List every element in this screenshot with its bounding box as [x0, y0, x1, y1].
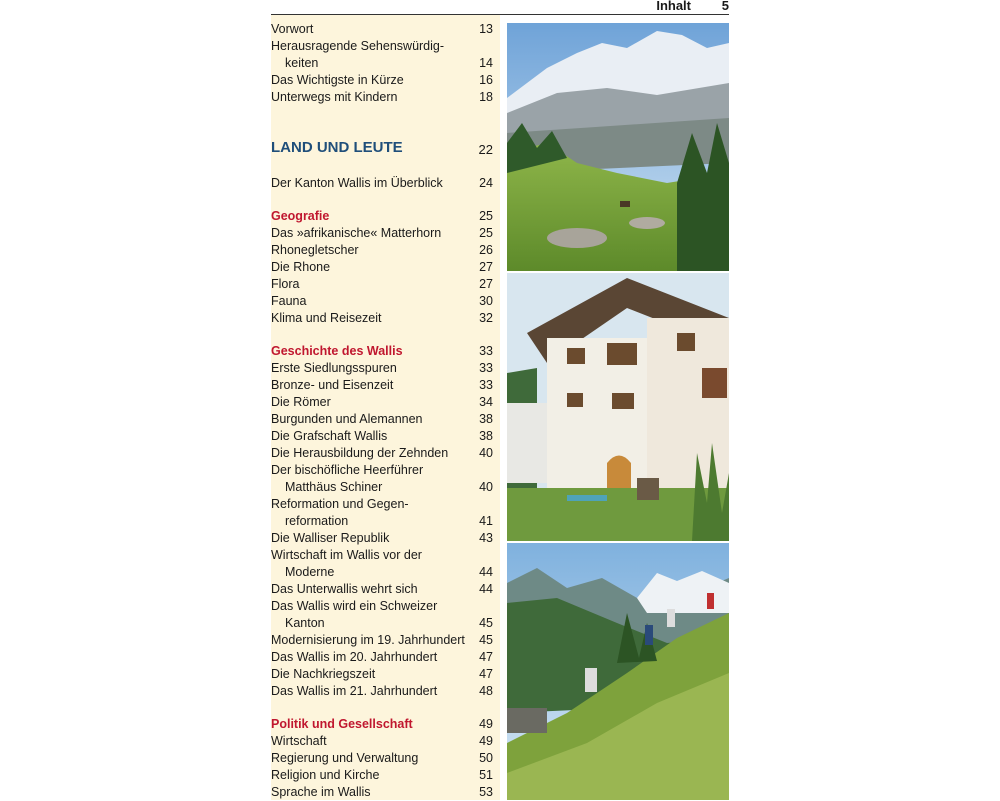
toc-title: Kanton — [285, 616, 325, 630]
toc-page-number: 47 — [479, 667, 493, 681]
toc-chapter — [271, 139, 493, 159]
toc-title: Modernisierung im 19. Jahrhundert — [271, 633, 465, 647]
toc-title: Religion und Kirche — [271, 768, 380, 782]
photo-old-house — [507, 273, 729, 541]
toc-page-number: 49 — [479, 717, 493, 731]
toc-page-number: 26 — [479, 243, 493, 257]
toc-title: Die Römer — [271, 395, 331, 409]
toc-title: Erste Siedlungsspuren — [271, 361, 397, 375]
toc-title: Vorwort — [271, 22, 314, 36]
toc-page-number: 24 — [479, 176, 493, 190]
toc-title: Die Nachkriegszeit — [271, 667, 376, 681]
toc-page-number: 48 — [479, 684, 493, 698]
toc-page-number: 33 — [479, 361, 493, 375]
toc-page-number: 22 — [478, 142, 493, 157]
toc-title: Flora — [271, 277, 300, 291]
toc-page-number: 13 — [479, 22, 493, 36]
toc-page-number: 16 — [479, 73, 493, 87]
toc-title: keiten — [285, 56, 319, 70]
toc-title: Wirtschaft im Wallis vor der — [271, 548, 422, 562]
toc-title: Die Herausbildung der Zehnden — [271, 446, 449, 460]
photo-mountain-meadow — [507, 23, 729, 271]
toc-page-number: 53 — [479, 785, 493, 799]
toc-title: Wirtschaft — [271, 734, 327, 748]
toc-title: Unterwegs mit Kindern — [271, 90, 398, 104]
toc-title: Der bischöfliche Heerführer — [271, 463, 424, 477]
toc-page-number: 27 — [479, 260, 493, 274]
toc-page-number: 33 — [479, 344, 493, 358]
header-section-title: Inhalt — [656, 0, 691, 13]
toc-page-number: 25 — [479, 209, 493, 223]
toc-title: Geschichte des Wallis — [271, 344, 403, 358]
toc-title: Das Wallis im 20. Jahrhundert — [271, 650, 438, 664]
toc-page-number: 51 — [479, 768, 493, 782]
toc-title: Das Wallis im 21. Jahrhundert — [271, 684, 438, 698]
toc-title: Politik und Gesellschaft — [271, 717, 413, 731]
toc-page-number: 30 — [479, 294, 493, 308]
toc-title: Das »afrikanische« Matterhorn — [271, 226, 442, 240]
toc-title: Das Unterwallis wehrt sich — [271, 582, 418, 596]
toc-title: Die Grafschaft Wallis — [271, 429, 388, 443]
running-header — [271, 0, 729, 15]
toc-title: Reformation und Gegen- — [271, 497, 409, 511]
toc-title: LAND UND LEUTE — [271, 139, 403, 156]
toc-title: Herausragende Sehenswürdig- — [271, 39, 445, 53]
toc-page-number: 27 — [479, 277, 493, 291]
toc-page-number: 50 — [479, 751, 493, 765]
toc-title: Der Kanton Wallis im Überblick — [271, 176, 443, 190]
toc-page-number: 43 — [479, 531, 493, 545]
toc-title: Rhonegletscher — [271, 243, 359, 257]
toc-page-number: 25 — [479, 226, 493, 240]
toc-page-number: 49 — [479, 734, 493, 748]
toc-page-number: 44 — [479, 582, 493, 596]
toc-page-number: 33 — [479, 378, 493, 392]
photo-hay-meadow — [507, 543, 729, 800]
toc-page-number: 45 — [479, 616, 493, 630]
toc-page-number: 18 — [479, 90, 493, 104]
toc-page-number: 34 — [479, 395, 493, 409]
header-page-number: 5 — [721, 0, 729, 13]
toc-page-number: 40 — [479, 446, 493, 460]
toc-page-number: 41 — [479, 514, 493, 528]
toc-title: Geografie — [271, 209, 330, 223]
toc-page-number: 32 — [479, 311, 493, 325]
toc-title: Das Wichtigste in Kürze — [271, 73, 404, 87]
toc-page-number: 44 — [479, 565, 493, 579]
toc-title: Matthäus Schiner — [285, 480, 383, 494]
toc-title: Die Walliser Republik — [271, 531, 390, 545]
toc-title: Bronze- und Eisenzeit — [271, 378, 394, 392]
toc-title: Fauna — [271, 294, 307, 308]
toc-page-number: 38 — [479, 429, 493, 443]
toc-title: Burgunden und Alemannen — [271, 412, 423, 426]
toc-page-number: 45 — [479, 633, 493, 647]
toc-page-number: 14 — [479, 56, 493, 70]
toc-title: Sprache im Wallis — [271, 785, 371, 799]
toc-title: reformation — [285, 514, 349, 528]
toc-title: Die Rhone — [271, 260, 331, 274]
toc-title: Moderne — [285, 565, 335, 579]
toc-title: Das Wallis wird ein Schweizer — [271, 599, 438, 613]
toc-page-number: 40 — [479, 480, 493, 494]
toc-page-number: 38 — [479, 412, 493, 426]
toc-title: Klima und Reisezeit — [271, 311, 382, 325]
toc-title: Regierung und Verwaltung — [271, 751, 419, 765]
table-of-contents — [271, 15, 500, 800]
toc-page-number: 47 — [479, 650, 493, 664]
